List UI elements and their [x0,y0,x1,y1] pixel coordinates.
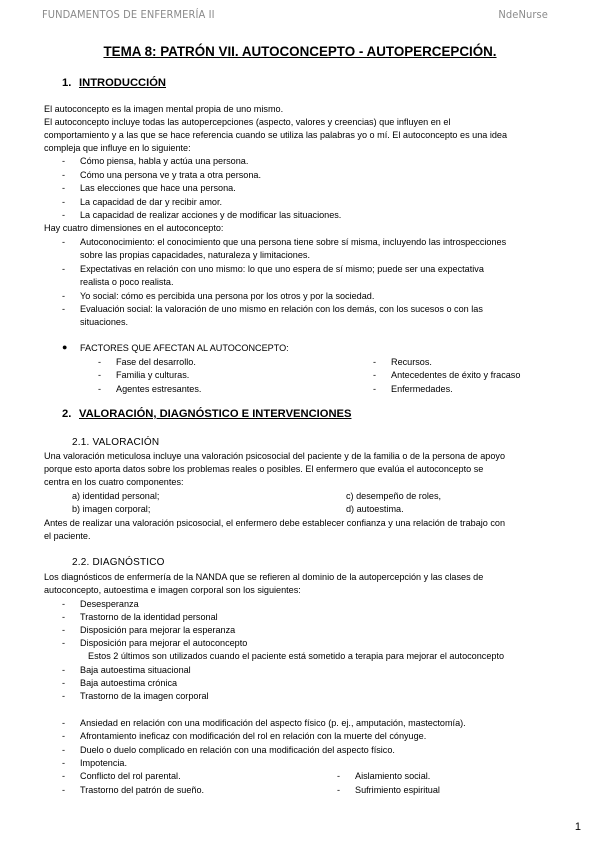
list-dash: - [62,304,66,314]
list-dash: - [62,771,66,781]
valoracion-line-2: porque esto aporta datos sobre los problemas reales o posibles. El enfermero que evalúa el autoconcepto se [44,464,484,474]
list-item: Cómo piensa, habla y actúa una persona. [80,156,249,166]
section-2-number: 2. [62,408,72,420]
list-item: La capacidad de dar y recibir amor. [80,197,223,207]
list-dash: - [62,264,66,274]
list-dash: - [98,357,102,367]
list-item: Familia y culturas. [116,370,190,380]
list-dash: - [98,384,102,394]
componente-item: c) desempeño de roles, [346,491,442,501]
list-item-continuation: realista o poco realista. [80,277,174,287]
list-item: Disposición para mejorar la esperanza [80,625,236,635]
list-dash: - [62,678,66,688]
subsection-valoracion: 2.1. VALORACIÓN [72,437,160,448]
list-item: Afrontamiento ineficaz con modificación del rol en relación con la muerte del cónyuge. [80,731,427,741]
list-item: Duelo o duelo complicado en relación con una modificación del aspecto físico. [80,745,395,755]
list-dash: - [373,357,377,367]
list-dash: - [62,156,66,166]
subsection-diagnostico: 2.2. DIAGNÓSTICO [72,557,165,568]
bullet-icon: ● [62,342,68,352]
list-item: Enfermedades. [391,384,453,394]
list-item-continuation: sobre las propias capacidades, naturaleza y limitaciones. [80,250,310,260]
valoracion-line-3: centra en los cuatro componentes: [44,477,184,487]
list-item: Aislamiento social. [355,771,431,781]
list-item: Baja autoestima crónica [80,678,178,688]
list-item: Antecedentes de éxito y fracaso [391,370,521,380]
list-dash: - [62,731,66,741]
list-item: La capacidad de realizar acciones y de modificar las situaciones. [80,210,342,220]
componente-item: b) imagen corporal; [72,504,151,514]
list-item: Fase del desarrollo. [116,357,196,367]
list-item: Trastorno del patrón de sueño. [80,785,205,795]
list-item: Yo social: cómo es percibida una persona por los otros y por la sociedad. [80,291,375,301]
list-item: Cómo una persona ve y trata a otra persona. [80,170,261,180]
page-number: 1 [574,821,581,833]
section-1-title: INTRODUCCIÓN [79,77,167,89]
valoracion-fin-line-1: Antes de realizar una valoración psicosocial, el enfermero debe establecer confianza y una relación de trabajo con [44,518,506,528]
list-dash: - [337,785,341,795]
componente-item: a) identidad personal; [72,491,160,501]
list-dash: - [62,291,66,301]
list-item: Recursos. [391,357,432,367]
list-dash: - [62,758,66,768]
list-dash: - [373,370,377,380]
list-dash: - [62,237,66,247]
list-dash: - [337,771,341,781]
list-item: Evaluación social: la valoración de uno mismo en relación con los demás, con los sucesos o con las [80,304,483,314]
dimensiones-intro: Hay cuatro dimensiones en el autoconcepto: [44,223,224,233]
list-item: Trastorno de la identidad personal [80,612,218,622]
list-item: Agentes estresantes. [116,384,202,394]
list-dash: - [62,612,66,622]
section-2-heading [62,408,351,420]
intro-line-3: comportamiento y a las que se hace referencia cuando se utiliza las palabras yo o mí. El autoconcepto es una idea [44,130,508,140]
header-subject: FUNDAMENTOS DE ENFERMERÍA II [42,8,215,21]
diag-intro-line-2: autoconcepto, autoestima e imagen corporal son los siguientes: [44,585,301,595]
list-item-continuation: situaciones. [80,317,129,327]
list-dash: - [62,718,66,728]
list-dash: - [62,785,66,795]
list-item: Trastorno de la imagen corporal [80,691,209,701]
list-item: Autoconocimiento: el conocimiento que una persona tiene sobre sí misma, incluyendo las introspecciones [80,237,507,247]
list-item: Desesperanza [80,599,139,609]
list-item: Sufrimiento espiritual [355,785,440,795]
list-dash: - [62,691,66,701]
intro-line-2: El autoconcepto incluye todas las autopercepciones (aspecto, valores y creencias) que influyen en el [44,117,451,127]
list-dash: - [62,599,66,609]
list-dash: - [62,170,66,180]
page-title: TEMA 8: PATRÓN VII. AUTOCONCEPTO - AUTOPERCEPCIÓN. [103,44,497,59]
valoracion-fin-line-2: el paciente. [44,531,91,541]
list-dash: - [62,665,66,675]
diag-intro-line-1: Los diagnósticos de enfermería de la NANDA que se refieren al dominio de la autopercepción y las clases de [44,572,484,582]
intro-line-4: compleja que influye en lo siguiente: [44,143,191,153]
list-item: Impotencia. [80,758,128,768]
list-item: Ansiedad en relación con una modificación del aspecto físico (p. ej., amputación, mastectomía). [80,718,466,728]
list-dash: - [62,210,66,220]
list-dash: - [62,183,66,193]
list-dash: - [62,197,66,207]
list-dash: - [62,625,66,635]
componente-item: d) autoestima. [346,504,404,514]
valoracion-line-1: Una valoración meticulosa incluye una valoración psicosocial del paciente y de la familia o de la persona de apoyo [44,451,506,461]
list-dash: - [62,745,66,755]
factores-title: FACTORES QUE AFECTAN AL AUTOCONCEPTO: [80,343,289,353]
section-2-title: VALORACIÓN, DIAGNÓSTICO E INTERVENCIONES [79,408,352,420]
list-dash: - [373,384,377,394]
list-item: Las elecciones que hace una persona. [80,183,236,193]
list-item: Baja autoestima situacional [80,665,191,675]
section-1-number: 1. [62,77,72,89]
list-item: Expectativas en relación con uno mismo: lo que uno espera de sí mismo; puede ser una expectativa [80,264,484,274]
section-1-heading [62,77,166,89]
diag-note: Estos 2 últimos son utilizados cuando el paciente está sometido a terapia para mejorar el autoconcepto [88,651,505,661]
list-item: Disposición para mejorar el autoconcepto [80,638,248,648]
intro-line-1: El autoconcepto es la imagen mental propia de uno mismo. [44,104,284,114]
list-dash: - [98,370,102,380]
header-author: NdeNurse [498,8,548,21]
list-item: Conflicto del rol parental. [80,771,181,781]
list-dash: - [62,638,66,648]
